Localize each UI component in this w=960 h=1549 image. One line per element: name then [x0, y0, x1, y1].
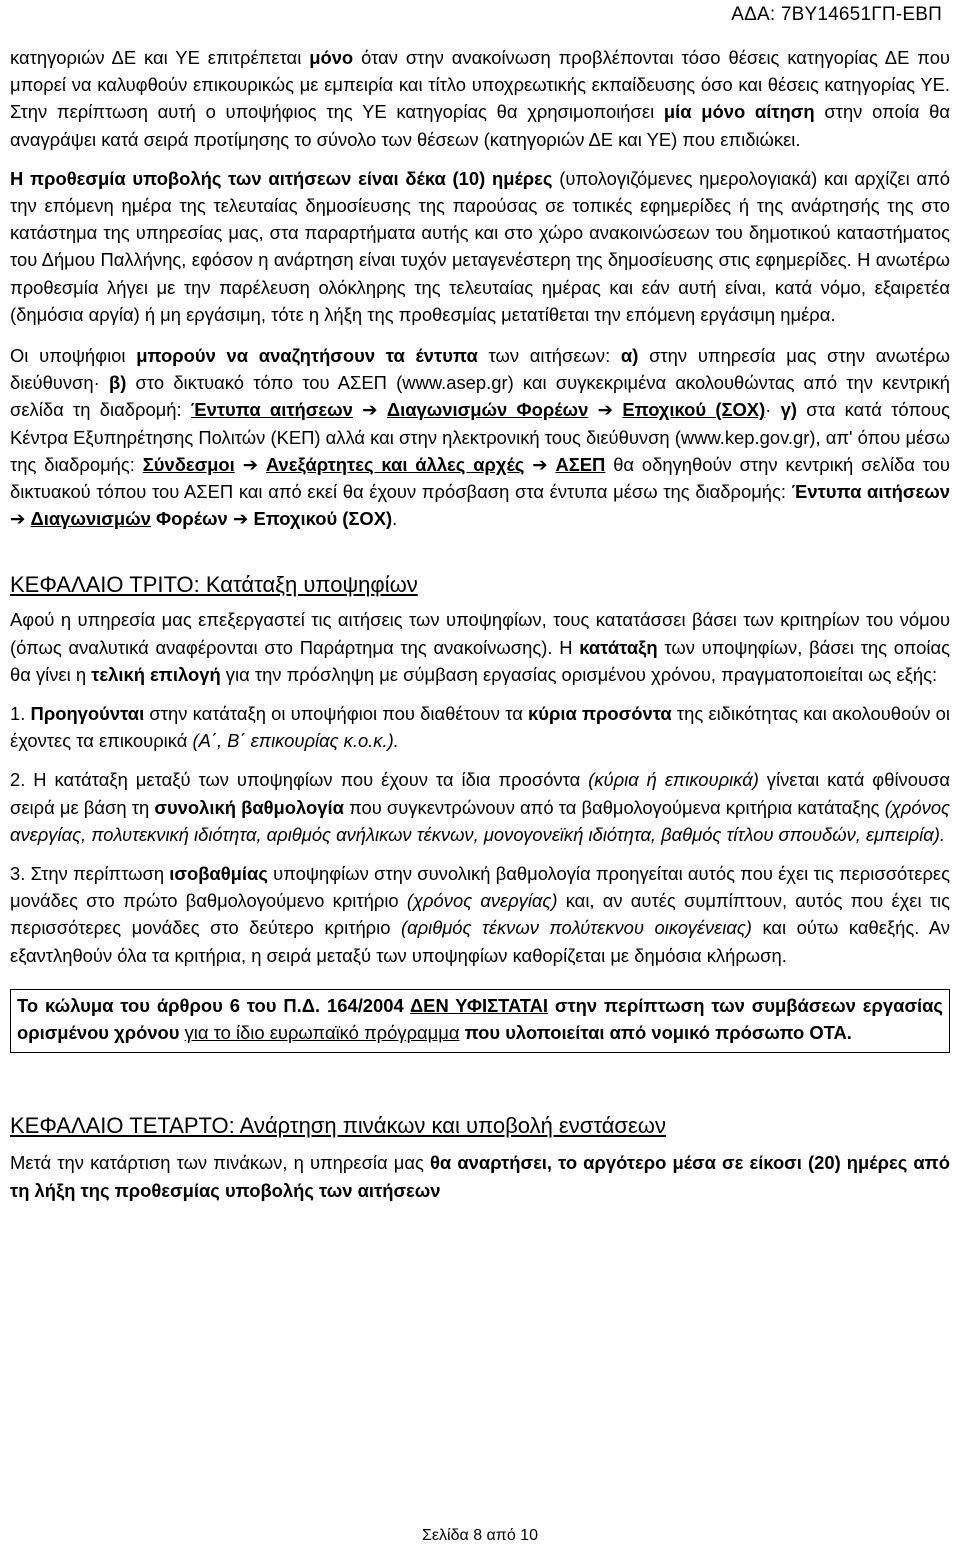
paragraph-ranking: Αφού η υπηρεσία μας επεξεργαστεί τις αιτήσεις των υποψηφίων, τους κατατάσσει βάσει των κριτηρίων του νόμου (όπως αναλυτικά αναφέρονται στο Παράρτημα της ανακοίνωσης). Η κατάταξη των υποψηφίων, βάσει της οποίας θα γίνει η τελική επιλογή για την πρόσληψη με σύμβαση εργασίας ορισμένου χρόνου, πραγματοποιείται ως εξής:: [10, 609, 950, 685]
arrow-icon: ➔: [232, 508, 249, 530]
path-link-links[interactable]: Σύνδεσμοι: [142, 453, 235, 475]
page-number: Σελίδα 8 από 10: [422, 1527, 538, 1544]
notice-box: Το κώλυμα του άρθρου 6 του Π.Δ. 164/2004 ΔΕΝ ΥΦΙΣΤΑΤΑΙ στην περίπτωση των συμβάσεων εργασίας ορισμένου χρόνου για το ίδιο ευρωπαϊκό πρόγραμμα που υλοποιείται από νομικό πρόσωπο ΟΤΑ.: [10, 989, 950, 1053]
arrow-icon: ➔: [597, 399, 614, 421]
arrow-icon: ➔: [532, 453, 548, 475]
arrow-icon: ➔: [242, 453, 259, 475]
list-item-3: 3. Στην περίπτωση ισοβαθμίας υποψηφίων στην συνολική βαθμολογία προηγείται αυτός που έχει τις περισσότερες μονάδες στο πρώτο βαθμολογούμενο κριτήριο (χρόνος ανεργίας) και, αν αυτές συμπίπτουν, αυτός που έχει τις περισσότερες μονάδες στο δεύτερο κριτήριο (αριθμός τέκνων πολύτεκνου οικογένειας) και ούτω καθεξής. Αν εξαντληθούν όλα τα κριτήρια, η σειρά μεταξύ των υποψηφίων καθορίζεται με δημόσια κλήρωση.: [10, 863, 951, 966]
arrow-icon: ➔: [362, 399, 378, 421]
list-item-1: 1. Προηγούνται στην κατάταξη οι υποψήφιοι που διαθέτουν τα κύρια προσόντα της ειδικότητας και ακολουθούν οι έχοντες τα επικουρικά (Α΄, Β΄ επικουρίας κ.ο.κ.).: [10, 703, 950, 752]
paragraph-deadline: Η προθεσμία υποβολής των αιτήσεων είναι δέκα (10) ημέρες (υπολογιζόμενες ημερολογιακά) και αρχίζει από την επόμενη ημέρα της τελευταίας δημοσίευσης της παρούσας σε τοπικές εφημερίδες ή της ανάρτησής της στο κατάστημα της υπηρεσίας μας, στα παραρτήματα αυτής και στο χώρο ανακοινώσεων του δημοτικού καταστήματος του Δήμου Παλλήνης, εφόσον η ανάρτηση είναι τυχόν μεταγενέστερη της δημοσίευσης στις εφημερίδες. Η ανωτέρω προθεσμία λήγει με την παρέλευση ολόκληρης της τελευταίας ημέρας και εάν αυτή είναι, κατά νόμο, εξαιρετέα (δημόσια αργία) ή μη εργάσιμη, τότε η λήξη της προθεσμίας μετατίθεται την επόμενη εργάσιμη ημέρα.: [10, 167, 950, 325]
paragraph-forms: Οι υποψήφιοι μπορούν να αναζητήσουν τα έντυπα των αιτήσεων: α) στην υπηρεσία μας στην ανωτέρω διεύθυνση· β) στο δικτυακό τόπο του ΑΣΕΠ (www.asep.gr) και συγκεκριμένα ακολουθώντας από την κεντρική σελίδα τη διαδρομή: Έντυπα αιτήσεων ➔ Διαγωνισμών Φορέων ➔ Εποχικού (ΣΟΧ)· γ) στα κατά τόπους Κέντρα Εξυπηρέτησης Πολιτών (ΚΕΠ) αλλά και στην ηλεκτρονική τους διεύθυνση (www.kep.gov.gr), απ' όπου μέσω της διαδρομής: Σύνδεσμοι ➔ Ανεξάρτητες και άλλες αρχές ➔ ΑΣΕΠ θα οδηγηθούν στην κεντρική σελίδα του δικτυακού τόπου του ΑΣΕΠ και από εκεί θα έχουν πρόσβαση στα έντυπα μέσω της διαδρομής: Έντυπα αιτήσεων ➔ Διαγωνισμών Φορέων ➔ Εποχικού (ΣΟΧ).: [10, 345, 950, 530]
ada-code: ΑΔΑ: 7ΒΥ14651ΓΠ-ΕΒΠ: [731, 4, 942, 25]
path-link-competitions-2[interactable]: Διαγωνισμών: [30, 508, 151, 530]
chapter-three-heading: ΚΕΦΑΛΑΙΟ ΤΡΙΤΟ: Κατάταξη υποψηφίων: [10, 572, 418, 598]
chapter-four-heading: ΚΕΦΑΛΑΙΟ ΤΕΤΑΡΤΟ: Ανάρτηση πινάκων και υποβολή ενστάσεων: [10, 1113, 666, 1139]
arrow-icon: ➔: [10, 508, 26, 530]
path-link-competitions[interactable]: Διαγωνισμών Φορέων: [386, 399, 589, 421]
path-link-seasonal[interactable]: Εποχικού (ΣΟΧ): [622, 399, 766, 421]
paragraph-categories: κατηγοριών ΔΕ και ΥΕ επιτρέπεται μόνο όταν στην ανακοίνωση προβλέπονται τόσο θέσεις κατηγορίας ΔΕ που μπορεί να καλυφθούν επικουρικώς με εμπειρία και τίτλο υποχρεωτικής εκπαίδευσης όσο και θέσεις κατηγορίας ΥΕ. Στην περίπτωση αυτή ο υποψήφιος της ΥΕ κατηγορίας θα χρησιμοποιήσει μία μόνο αίτηση στην οποία θα αναγράψει κατά σειρά προτίμησης το σύνολο των θέσεων (κατηγοριών ΔΕ και ΥΕ) που επιδιώκει.: [10, 47, 950, 150]
list-item-2: 2. Η κατάταξη μεταξύ των υποψηφίων που έχουν τα ίδια προσόντα (κύρια ή επικουρικά) γίνεται κατά φθίνουσα σειρά με βάση τη συνολική βαθμολογία που συγκεντρώνουν από τα βαθμολογούμενα κριτήρια κατάταξης (χρόνος ανεργίας, πολυτεκνική ιδιότητα, αριθμός ανήλικων τέκνων, μονογονεϊκή ιδιότητα, βαθμός τίτλου σπουδών, εμπειρία).: [10, 769, 950, 845]
path-link-authorities[interactable]: Ανεξάρτητες και άλλες αρχές: [265, 453, 525, 475]
path-link-forms[interactable]: Έντυπα αιτήσεων: [190, 399, 353, 421]
path-link-asep[interactable]: ΑΣΕΠ: [555, 453, 606, 475]
paragraph-posting: Μετά την κατάρτιση των πινάκων, η υπηρεσία μας θα αναρτήσει, το αργότερο μέσα σε είκοσι (20) ημέρες από τη λήξη της προθεσμίας υποβολής των αιτήσεων: [10, 1152, 950, 1201]
document-body: [10, 44, 950, 1204]
